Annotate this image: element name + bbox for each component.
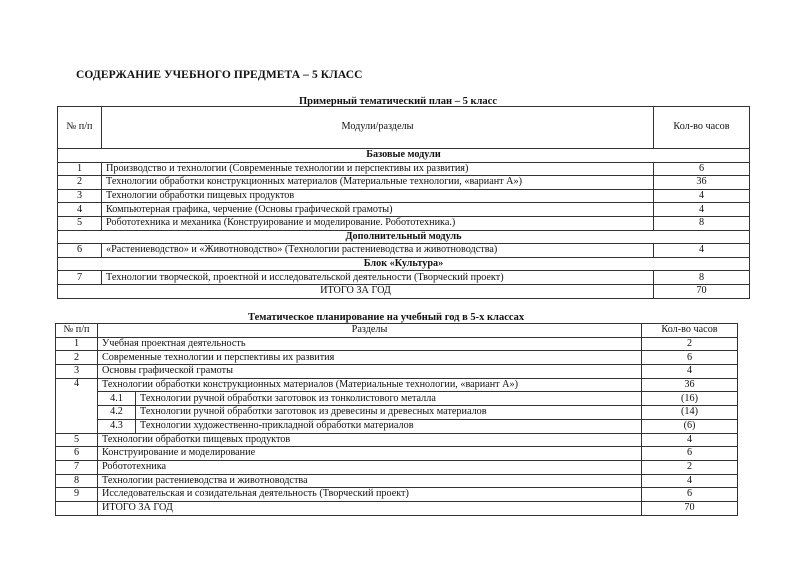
row-hours: 36 (654, 176, 750, 190)
sub-row (56, 406, 738, 420)
row-name: Технологии обработки пищевых продуктов (102, 189, 654, 203)
table-row (56, 433, 738, 447)
yearly-planning-table (55, 323, 738, 516)
row-name: Робототехника (98, 460, 642, 474)
subrow-name: Технологии художественно-прикладной обработки материалов (136, 419, 642, 433)
row-hours: 6 (654, 162, 750, 176)
section-row (58, 230, 750, 244)
row-hours: 6 (642, 488, 738, 502)
total-hours: 70 (654, 284, 750, 298)
subrow-hours: (16) (642, 392, 738, 406)
row-hours: 36 (642, 378, 738, 392)
row-name: Технологии обработки конструкционных материалов (Материальные технологии, «вариант А») (98, 378, 642, 392)
row-num: 4 (56, 378, 98, 433)
row-name: Технологии обработки пищевых продуктов (98, 433, 642, 447)
row-num: 8 (56, 474, 98, 488)
row-hours: 2 (642, 460, 738, 474)
row-hours: 8 (654, 216, 750, 230)
row-name: Учебная проектная деятельность (98, 337, 642, 351)
row-hours: 4 (642, 433, 738, 447)
table-row (56, 488, 738, 502)
row-name: «Растениеводство» и «Животноводство» (Технологии растениеводства и животноводства) (102, 244, 654, 258)
section-culture-block: Блок «Культура» (58, 257, 750, 271)
total-row (56, 501, 738, 515)
row-hours: 8 (654, 271, 750, 285)
row-num: 1 (56, 337, 98, 351)
table-row (58, 162, 750, 176)
subrow-num: 4.2 (98, 406, 136, 420)
row-name: Компьютерная графика, черчение (Основы графической грамоты) (102, 203, 654, 217)
row-num: 6 (56, 447, 98, 461)
row-num: 3 (58, 189, 102, 203)
row-name: Технологии обработки конструкционных материалов (Материальные технологии, «вариант А») (102, 176, 654, 190)
table-row (56, 474, 738, 488)
subrow-num: 4.3 (98, 419, 136, 433)
row-name: Современные технологии и перспективы их развития (98, 351, 642, 365)
section-base-modules: Базовые модули (58, 149, 750, 163)
thematic-plan-table (57, 106, 750, 299)
row-hours: 4 (654, 203, 750, 217)
table1-caption: Примерный тематический план – 5 класс (299, 96, 497, 107)
sub-row (56, 419, 738, 433)
table-row (56, 337, 738, 351)
header-num: № п/п (58, 107, 102, 149)
row-num: 2 (58, 176, 102, 190)
section-row (58, 257, 750, 271)
row-num: 5 (58, 216, 102, 230)
header-sections: Разделы (98, 324, 642, 338)
row-num: 9 (56, 488, 98, 502)
row-hours: 4 (654, 189, 750, 203)
header-modules: Модули/разделы (102, 107, 654, 149)
table-row (58, 176, 750, 190)
row-num: 7 (58, 271, 102, 285)
total-empty-cell (56, 501, 98, 515)
row-name: Производство и технологии (Современные технологии и перспективы их развития) (102, 162, 654, 176)
row-name: Робототехника и механика (Конструирование и моделирование. Робототехника.) (102, 216, 654, 230)
section-row (58, 149, 750, 163)
table-row (58, 244, 750, 258)
table-header-row (58, 107, 750, 149)
header-hours: Кол-во часов (654, 107, 750, 149)
total-label: ИТОГО ЗА ГОД (58, 284, 654, 298)
sub-row (56, 392, 738, 406)
table-row (58, 189, 750, 203)
subrow-hours: (14) (642, 406, 738, 420)
row-hours: 6 (642, 447, 738, 461)
table-row (56, 447, 738, 461)
row-num: 3 (56, 365, 98, 379)
row-num: 1 (58, 162, 102, 176)
total-label: ИТОГО ЗА ГОД (98, 501, 642, 515)
subrow-num: 4.1 (98, 392, 136, 406)
subrow-hours: (6) (642, 419, 738, 433)
table-row (56, 365, 738, 379)
table-row (58, 216, 750, 230)
row-name: Исследовательская и созидательная деятельность (Творческий проект) (98, 488, 642, 502)
header-hours: Кол-во часов (642, 324, 738, 338)
row-name: Конструирование и моделирование (98, 447, 642, 461)
header-num: № п/п (56, 324, 98, 338)
total-row (58, 284, 750, 298)
table-header-row (56, 324, 738, 338)
subrow-name: Технологии ручной обработки заготовок из древесины и древесных материалов (136, 406, 642, 420)
row-num: 2 (56, 351, 98, 365)
row-num: 5 (56, 433, 98, 447)
table-row (56, 460, 738, 474)
row-name: Основы графической грамоты (98, 365, 642, 379)
total-hours: 70 (642, 501, 738, 515)
document-title: СОДЕРЖАНИЕ УЧЕБНОГО ПРЕДМЕТА – 5 КЛАСС (76, 69, 363, 81)
section-extra-module: Дополнительный модуль (58, 230, 750, 244)
subrow-name: Технологии ручной обработки заготовок из тонколистового металла (136, 392, 642, 406)
row-name: Технологии растениеводства и животноводства (98, 474, 642, 488)
row-num: 4 (58, 203, 102, 217)
table-row (58, 271, 750, 285)
row-hours: 2 (642, 337, 738, 351)
table-row (56, 378, 738, 392)
table2-caption: Тематическое планирование на учебный год в 5-х классах (248, 312, 525, 323)
row-hours: 4 (642, 365, 738, 379)
table-row (56, 351, 738, 365)
row-num: 6 (58, 244, 102, 258)
row-num: 7 (56, 460, 98, 474)
table-row (58, 203, 750, 217)
row-hours: 6 (642, 351, 738, 365)
row-hours: 4 (654, 244, 750, 258)
row-name: Технологии творческой, проектной и исследовательской деятельности (Творческий проект) (102, 271, 654, 285)
row-hours: 4 (642, 474, 738, 488)
